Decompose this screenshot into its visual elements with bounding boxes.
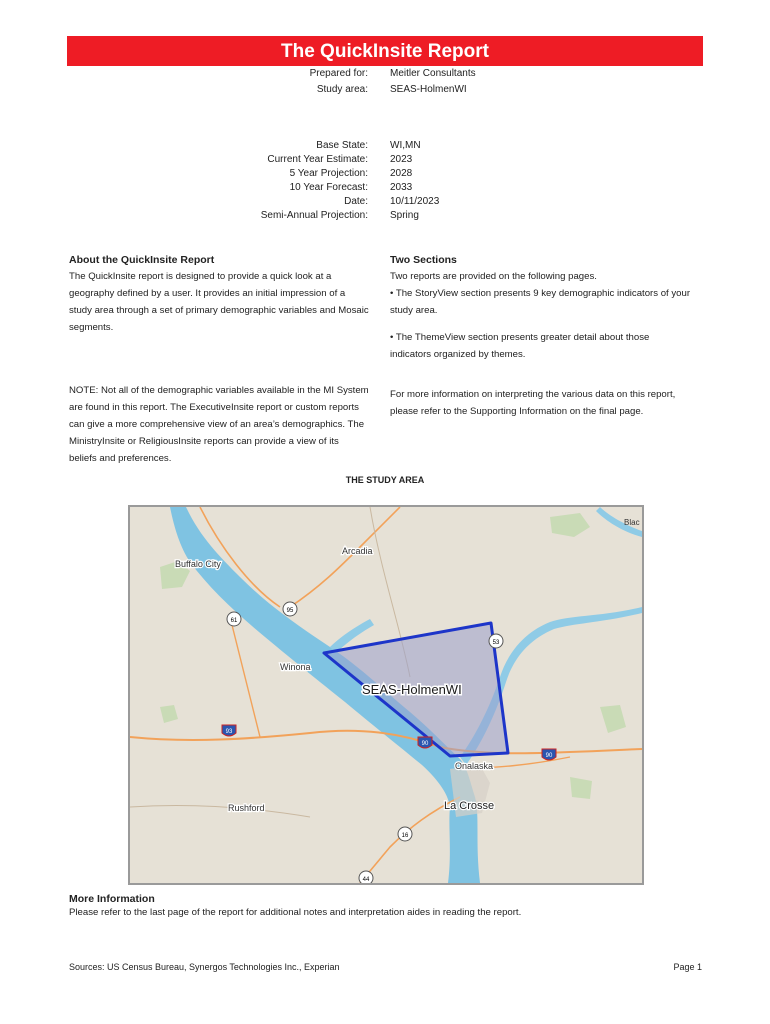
place-onalaska: Onalaska (455, 761, 494, 771)
interstate-shield-90-west (418, 737, 432, 748)
more-info-text: Please refer to the last page of the report for additional notes and interpretation aides in reading the report. (69, 907, 522, 918)
place-rushford: Rushford (228, 803, 265, 813)
study-area-label: SEAS-HolmenWI (362, 682, 462, 697)
place-black-river: Blac (624, 518, 640, 527)
sections-bullet-themeview: • The ThemeView section presents greater detail about those indicators organized by themes. (390, 332, 650, 360)
study-area-map[interactable] (128, 505, 644, 885)
svg-text:95: 95 (286, 608, 294, 614)
footer-sources: Sources: US Census Bureau, Synergos Technologies Inc., Experian (69, 962, 340, 972)
more-info-heading: More Information (69, 893, 155, 905)
place-la-crosse: La Crosse (444, 800, 495, 812)
study-area-map-title: THE STUDY AREA (345, 475, 425, 485)
footer-page-number: Page 1 (673, 962, 702, 972)
svg-text:53: 53 (492, 640, 500, 646)
place-winona: Winona (280, 662, 311, 672)
route-shield-95 (283, 602, 297, 616)
route-shield-53 (489, 634, 503, 648)
report-title: The QuickInsite Report (67, 36, 703, 66)
sections-intro: Two reports are provided on the following pages. (390, 271, 597, 282)
about-note: NOTE: Not all of the demographic variables available in the MI System are found in this report. The ExecutiveInsite report or custom reports can give a more comprehensive view of an area’s demographics. The MinistryInsite or ReligiousInsite reports can provide a view of its beliefs and preferences. (69, 385, 369, 464)
svg-text:61: 61 (230, 618, 238, 624)
route-shield-61 (227, 612, 241, 626)
sections-bullet-storyview: • The StoryView section presents 9 key demographic indicators of your study area. (390, 288, 691, 316)
svg-text:16: 16 (401, 833, 409, 839)
route-shield-44 (359, 871, 373, 883)
svg-text:90: 90 (421, 741, 429, 747)
route-shield-16 (398, 827, 412, 841)
about-heading: About the QuickInsite Report (69, 254, 215, 266)
interstate-shield-90-east (542, 749, 556, 760)
sections-heading: Two Sections (390, 254, 457, 266)
svg-text:90: 90 (545, 753, 553, 759)
svg-text:44: 44 (362, 877, 370, 883)
map-canvas (130, 507, 642, 883)
place-arcadia: Arcadia (342, 546, 373, 556)
about-text: The QuickInsite report is designed to provide a quick look at a geography defined by a user. It provides an initial impression of a study area through a set of primary demographic variables and Mosaic segments. (69, 271, 369, 333)
interstate-shield-93 (222, 725, 236, 736)
sections-more-info: For more information on interpreting the various data on this report, please refer to the Supporting Information on the final page. (390, 389, 676, 417)
place-buffalo-city: Buffalo City (175, 559, 221, 569)
svg-text:93: 93 (225, 729, 233, 735)
